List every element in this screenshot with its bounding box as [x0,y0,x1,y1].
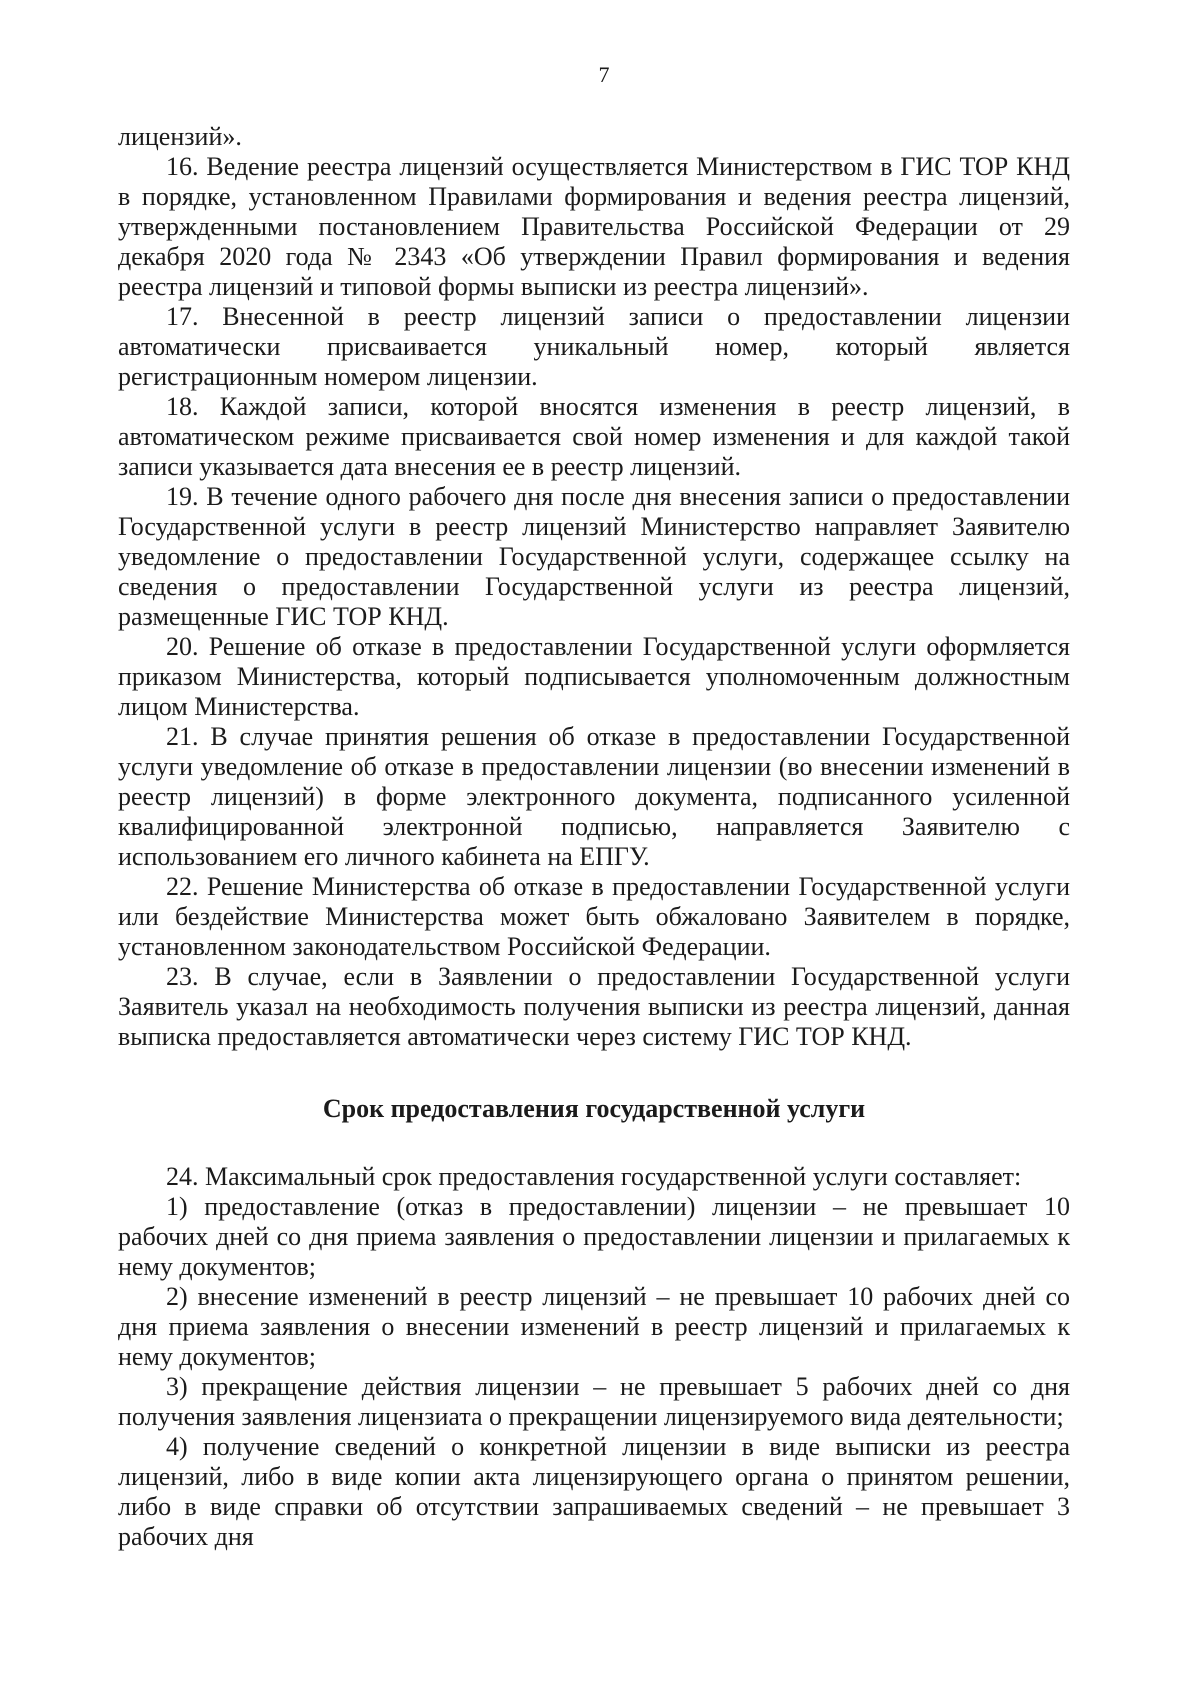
paragraph-22: 22. Решение Министерства об отказе в предоставлении Государственной услуги или бездействие Министерства может быть обжаловано Заявителем в порядке, установленном законодательством Российской Федерации. [118,872,1070,961]
paragraph-24: 24. Максимальный срок предоставления государственной услуги составляет: [166,1162,1022,1191]
document-page [118,62,1070,1552]
paragraph-17: 17. Внесенной в реестр лицензий записи о предоставлении лицензии автоматически присваивается уникальный номер, который является регистрационным номером лицензии. [118,302,1070,391]
page-number: 7 [598,62,610,87]
paragraph-19: 19. В течение одного рабочего дня после дня внесения записи о предоставлении Государственной услуги в реестр лицензий Министерство направляет Заявителю уведомление о предоставлении Государственной услуги, содержащее ссылку на сведения о предоставлении Государственной услуги из реестра лицензий, размещенные ГИС ТОР КНД. [118,482,1070,631]
list-item-3: 3) прекращение действия лицензии – не превышает 5 рабочих дней со дня получения заявления лицензиата о прекращении лицензируемого вида деятельности; [118,1372,1070,1431]
paragraph-21: 21. В случае принятия решения об отказе в предоставлении Государственной услуги уведомление об отказе в предоставлении лицензии (во внесении изменений в реестр лицензий) в форме электронного документа, подписанного усиленной квалифицированной электронной подписью, направляется Заявителю с использованием его личного кабинета на ЕПГУ. [118,722,1070,871]
paragraph-continuation: лицензий». [118,122,242,151]
paragraph-23: 23. В случае, если в Заявлении о предоставлении Государственной услуги Заявитель указал на необходимость получения выписки из реестра лицензий, данная выписка предоставляется автоматически через систему ГИС ТОР КНД. [118,962,1070,1051]
section-title: Срок предоставления государственной услуги [322,1094,866,1123]
paragraph-20: 20. Решение об отказе в предоставлении Государственной услуги оформляется приказом Министерства, который подписывается уполномоченным должностным лицом Министерства. [118,632,1070,721]
paragraph-16: 16. Ведение реестра лицензий осуществляется Министерством в ГИС ТОР КНД в порядке, установленном Правилами формирования и ведения реестра лицензий, утвержденными постановлением Правительства Российской Федерации от 29 декабря 2020 года № 2343 «Об утверждении Правил формирования и ведения реестра лицензий и типовой формы выписки из реестра лицензий». [118,152,1070,301]
list-item-1: 1) предоставление (отказ в предоставлении) лицензии – не превышает 10 рабочих дней со дня приема заявления о предоставлении лицензии и прилагаемых к нему документов; [118,1192,1070,1281]
paragraph-18: 18. Каждой записи, которой вносятся изменения в реестр лицензий, в автоматическом режиме присваивается свой номер изменения и для каждой такой записи указывается дата внесения ее в реестр лицензий. [118,392,1070,481]
list-item-4: 4) получение сведений о конкретной лицензии в виде выписки из реестра лицензий, либо в виде копии акта лицензирующего органа о принятом решении, либо в виде справки об отсутствии запрашиваемых сведений – не превышает 3 рабочих дня [118,1432,1070,1551]
list-item-2: 2) внесение изменений в реестр лицензий – не превышает 10 рабочих дней со дня приема заявления о внесении изменений в реестр лицензий и прилагаемых к нему документов; [118,1282,1070,1371]
